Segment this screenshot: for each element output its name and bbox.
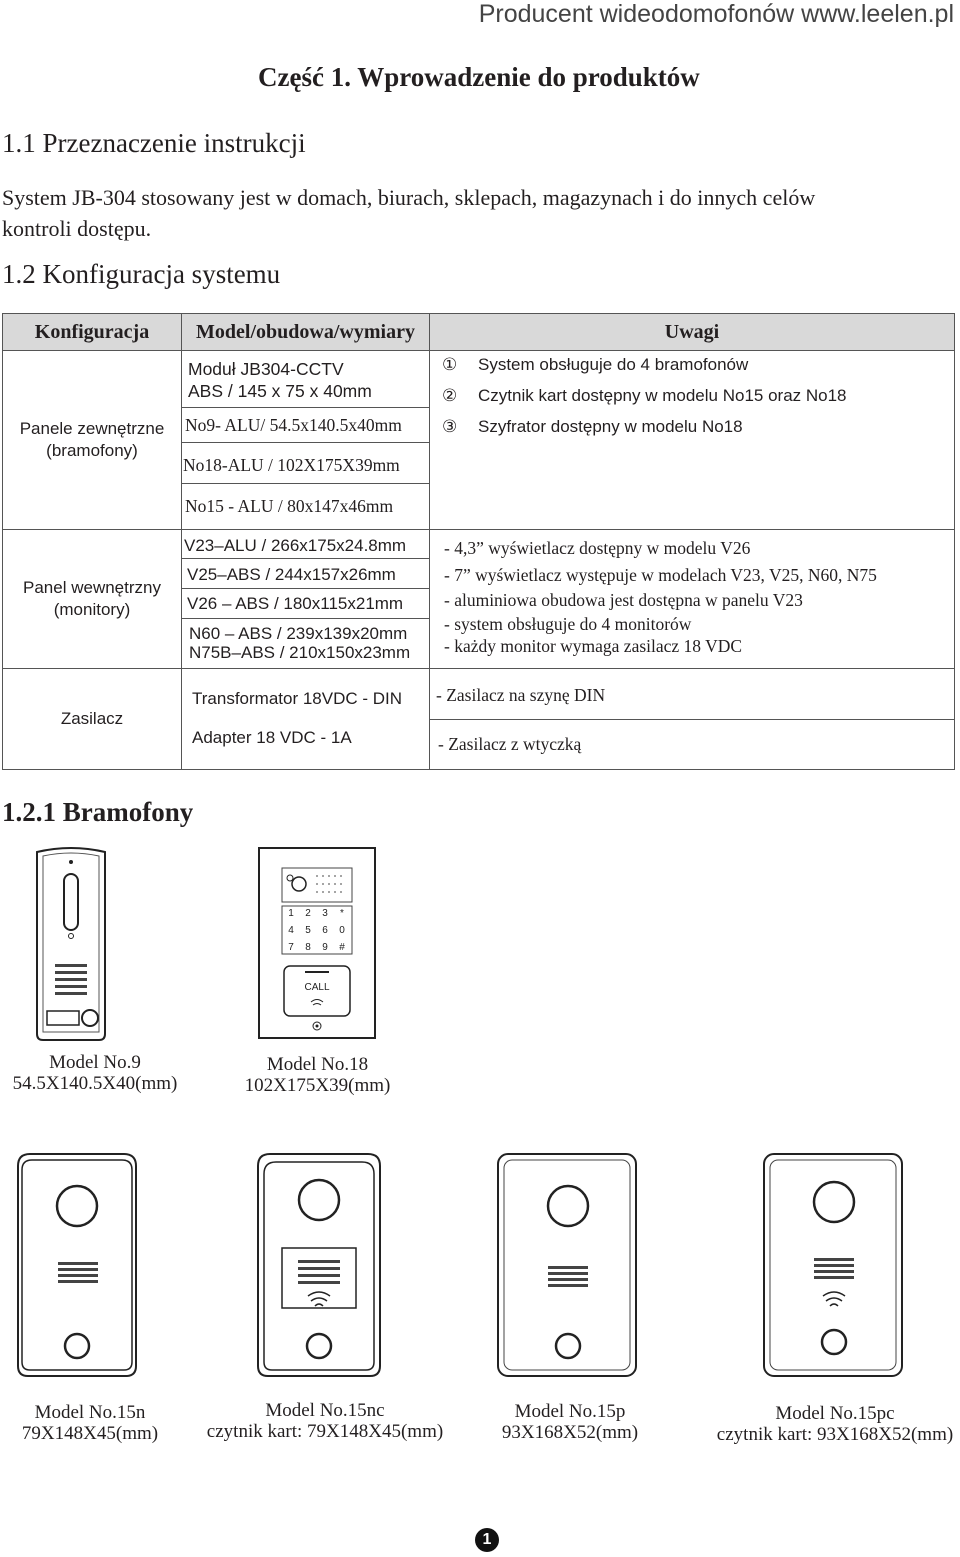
call-button-label: CALL — [304, 982, 330, 993]
model-name: Model No.15nc — [265, 1400, 385, 1421]
model-caption — [5, 1402, 175, 1444]
note-text: Czytnik kart dostępny w modelu No15 oraz No18 — [478, 386, 847, 405]
column-header: Konfiguracja — [3, 314, 182, 351]
model-dims: 54.5X140.5X40(mm) — [12, 1073, 178, 1094]
model-no18-drawing — [257, 846, 377, 1040]
row-divider — [430, 719, 954, 720]
column-header: Uwagi — [430, 314, 955, 351]
part-title: Część 1. Wprowadzenie do produktów — [258, 62, 700, 92]
model-caption — [10, 1052, 180, 1094]
keypad-key: * — [340, 908, 344, 919]
section-1-1-body — [2, 182, 815, 244]
model-dims: 79X148X45(mm) — [21, 1423, 159, 1444]
model-dims: 93X168X52(mm) — [501, 1422, 639, 1443]
page-number: 1 — [475, 1528, 499, 1552]
model-text: Moduł JB304-CCTV — [188, 359, 344, 379]
models-cell — [182, 351, 430, 530]
models-cell — [182, 530, 430, 669]
keypad-key: 9 — [322, 942, 328, 953]
note-text: - Zasilacz z wtyczką — [438, 734, 582, 754]
notes-cell — [430, 669, 955, 770]
keypad-key: 2 — [305, 908, 311, 919]
model-text: N75B–ABS / 210x150x23mm — [189, 643, 411, 662]
config-table — [2, 313, 955, 770]
section-1-2-1-title: 1.2.1 Bramofony — [2, 797, 194, 827]
keypad-key: 4 — [288, 925, 294, 936]
model-text: Transformator 18VDC - DIN — [192, 689, 403, 708]
model-name: Model No.15pc — [775, 1403, 895, 1424]
config-label: (monitory) — [53, 600, 131, 619]
model-text: Adapter 18 VDC - 1A — [192, 728, 352, 747]
model-name: Model No.15n — [34, 1402, 146, 1423]
table-row — [3, 530, 955, 669]
note-text: - system obsługuje do 4 monitorów — [444, 614, 692, 634]
table-row — [3, 669, 955, 770]
note-text: - Zasilacz na szynę DIN — [436, 685, 606, 705]
note-number: ① — [442, 355, 458, 374]
config-label: (bramofony) — [46, 441, 138, 460]
model-text: V25–ABS / 244x157x26mm — [187, 565, 396, 584]
keypad-key: 0 — [339, 925, 345, 936]
note-text: - każdy monitor wymaga zasilacz 18 VDC — [444, 636, 743, 656]
model-name: Model No.15p — [514, 1401, 626, 1422]
config-cell: Zasilacz — [3, 669, 182, 770]
model-caption — [712, 1403, 958, 1445]
model-text: V23–ALU / 266x175x24.8mm — [184, 536, 407, 555]
model-name: Model No.9 — [49, 1052, 141, 1073]
column-header: Model/obudowa/wymiary — [182, 314, 430, 351]
row-divider — [182, 558, 429, 559]
keypad-key: 5 — [305, 925, 311, 936]
body-line: kontroli dostępu. — [2, 216, 152, 241]
model-no15p-drawing — [494, 1150, 640, 1380]
row-divider — [182, 442, 429, 443]
models-cell — [182, 669, 430, 770]
note-text: - aluminiowa obudowa jest dostępna w panelu V23 — [444, 590, 803, 610]
model-dims: czytnik kart: 79X148X45(mm) — [206, 1421, 444, 1442]
section-1-1-title: 1.1 Przeznaczenie instrukcji — [2, 128, 306, 158]
config-cell — [3, 530, 182, 669]
model-text: No18-ALU / 102X175X39mm — [183, 455, 400, 475]
row-divider — [182, 407, 429, 408]
config-label: Panele zewnętrzne — [19, 419, 165, 438]
note-text: - 7” wyświetlacz występuje w modelach V23, V25, N60, N75 — [444, 565, 877, 585]
model-caption — [490, 1401, 650, 1443]
note-number: ③ — [442, 417, 458, 436]
row-divider — [182, 618, 429, 619]
table-row — [3, 351, 955, 530]
model-no9-drawing — [33, 846, 109, 1042]
config-label: Panel wewnętrzny — [23, 578, 161, 597]
model-no15nc-drawing — [250, 1150, 390, 1380]
model-caption — [200, 1400, 450, 1442]
keypad-key: 8 — [305, 942, 311, 953]
keypad-key: 6 — [322, 925, 328, 936]
model-text: No15 - ALU / 80x147x46mm — [185, 496, 394, 516]
table-header-row — [3, 314, 955, 351]
model-name: Model No.18 — [266, 1054, 369, 1075]
config-cell — [3, 351, 182, 530]
model-no15n-drawing — [12, 1150, 144, 1380]
section-1-2-title: 1.2 Konfiguracja systemu — [2, 259, 281, 289]
keypad-key: 1 — [288, 908, 294, 919]
model-text: N60 – ABS / 239x139x20mm — [189, 624, 408, 643]
model-text: V26 – ABS / 180x115x21mm — [187, 594, 404, 613]
model-dims: czytnik kart: 93X168X52(mm) — [716, 1424, 954, 1445]
header-site: Producent wideodomofonów www.leelen.pl — [478, 0, 954, 28]
model-dims: 102X175X39(mm) — [244, 1075, 391, 1096]
model-text: No9- ALU/ 54.5x140.5x40mm — [185, 415, 402, 435]
notes-cell — [430, 530, 955, 669]
model-no15pc-drawing — [760, 1150, 906, 1380]
keypad-key: # — [339, 942, 345, 953]
model-caption — [230, 1054, 405, 1096]
note-text: Szyfrator dostępny w modelu No18 — [478, 417, 743, 436]
note-text: System obsługuje do 4 bramofonów — [478, 355, 749, 374]
body-line: System JB-304 stosowany jest w domach, biurach, sklepach, magazynach i do innych celów — [2, 185, 816, 210]
model-text: ABS / 145 x 75 x 40mm — [188, 381, 372, 401]
notes-cell — [430, 351, 955, 530]
note-text: - 4,3” wyświetlacz dostępny w modelu V26 — [444, 538, 751, 558]
keypad-key: 3 — [322, 908, 328, 919]
keypad-key: 7 — [288, 942, 294, 953]
row-divider — [182, 483, 429, 484]
note-number: ② — [442, 386, 458, 405]
row-divider — [182, 588, 429, 589]
